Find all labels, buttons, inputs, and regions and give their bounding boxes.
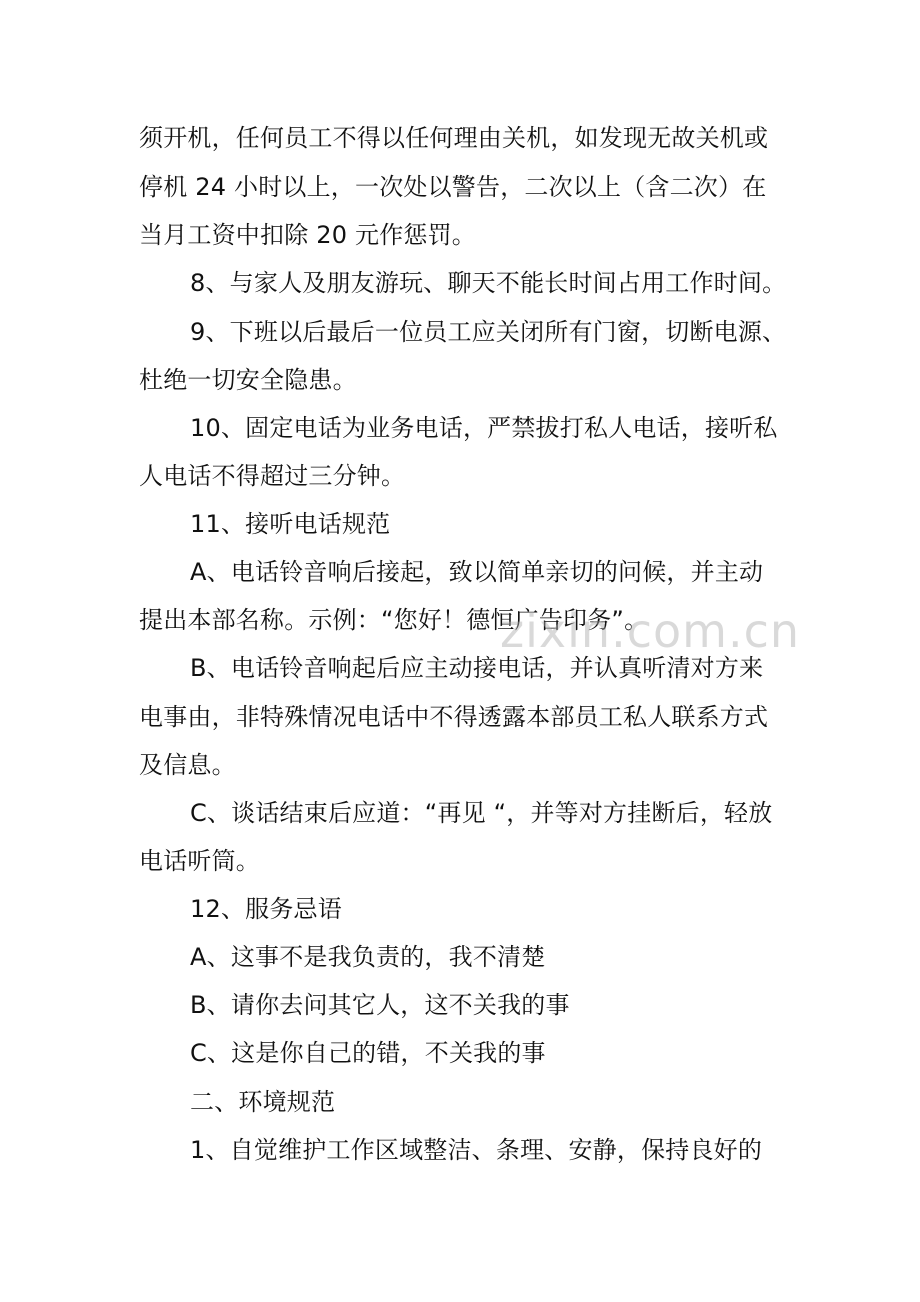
item-12c: C、这是你自己的错，不关我的事 [190, 1039, 546, 1067]
item-11c: C、谈话结束后应道：“再见 “，并等对方挂断后，轻放 [190, 799, 773, 827]
text-line: 须开机，任何员工不得以任何理由关机，如发现无故关机或 [139, 124, 769, 152]
text-line: 电话听筒。 [139, 847, 260, 875]
item-8: 8、与家人及朋友游玩、聊天不能长时间占用工作时间。 [190, 269, 787, 297]
watermark: zixin.com.cn [500, 604, 801, 658]
section-item-1: 1、自觉维护工作区域整洁、条理、安静，保持良好的 [190, 1136, 763, 1164]
item-10: 10、固定电话为业务电话，严禁拔打私人电话，接听私 [190, 414, 778, 442]
item-12a: A、这事不是我负责的，我不清楚 [190, 943, 546, 971]
text-line: 提出本部名称。示例：“您好！德恒广告印务”。 [139, 606, 649, 634]
item-11a: A、电话铃音响后接起，致以简单亲切的问候，并主动 [190, 558, 764, 586]
text-line: 人电话不得超过三分钟。 [139, 462, 406, 490]
text-line: 停机 24 小时以上，一次处以警告，二次以上（含二次）在 [139, 173, 767, 201]
section-heading: 二、环境规范 [190, 1088, 336, 1116]
item-11b: B、电话铃音响起后应主动接电话，并认真听清对方来 [190, 654, 764, 682]
item-9: 9、下班以后最后一位员工应关闭所有门窗，切断电源、 [190, 318, 787, 346]
text-line: 杜绝一切安全隐患。 [139, 366, 357, 394]
text-line: 及信息。 [139, 751, 236, 779]
item-12-heading: 12、服务忌语 [190, 895, 342, 923]
item-12b: B、请你去问其它人，这不关我的事 [190, 991, 570, 1019]
text-line: 电事由，非特殊情况电话中不得透露本部员工私人联系方式 [139, 703, 769, 731]
item-11-heading: 11、接听电话规范 [190, 510, 391, 538]
text-line: 当月工资中扣除 20 元作惩罚。 [139, 221, 476, 249]
